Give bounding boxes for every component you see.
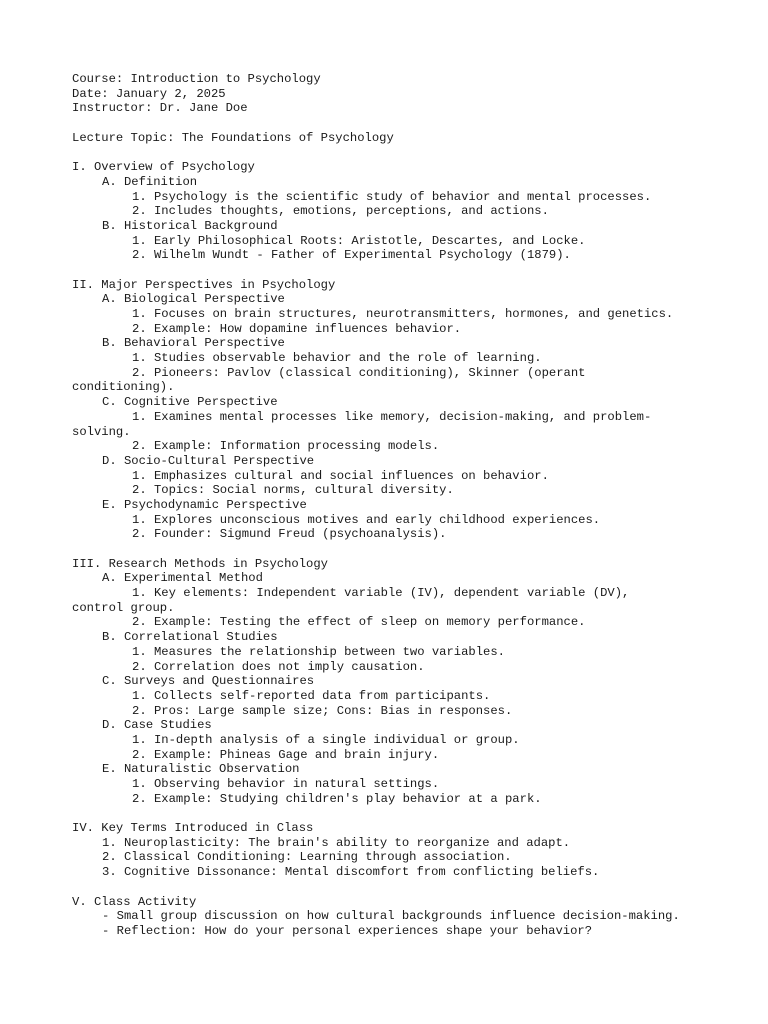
list-item: 1. Collects self-reported data from participants.: [132, 688, 491, 703]
section-heading: V. Class Activity: [72, 894, 197, 909]
lecture-notes-document: [72, 72, 702, 939]
spacer: [72, 145, 702, 160]
subsection-heading: A. Definition: [102, 174, 198, 189]
subsection-heading: B. Correlational Studies: [102, 630, 278, 645]
list-item: 2. Founder: Sigmund Freud (psychoanalysis).: [132, 527, 447, 542]
spacer: [72, 542, 702, 557]
spacer: [72, 116, 702, 131]
list-item: 2. Pros: Large sample size; Cons: Bias in responses.: [132, 703, 513, 718]
list-item: 2. Example: How dopamine influences behavior.: [132, 321, 462, 336]
list-item-continuation: solving.: [72, 424, 131, 439]
list-item: 2. Example: Information processing models.: [132, 439, 440, 454]
list-item-continuation: conditioning).: [72, 380, 175, 395]
section-heading: II. Major Perspectives in Psychology: [72, 277, 336, 292]
subsection-heading: D. Case Studies: [102, 718, 212, 733]
spacer: [72, 880, 702, 895]
section-heading: IV. Key Terms Introduced in Class: [72, 821, 314, 836]
section-heading: I. Overview of Psychology: [72, 160, 255, 175]
subsection-heading: A. Experimental Method: [102, 571, 263, 586]
list-item: 2. Wilhelm Wundt - Father of Experimental Psychology (1879).: [132, 248, 571, 263]
list-item: 1. Explores unconscious motives and early childhood experiences.: [132, 512, 601, 527]
subsection-heading: C. Cognitive Perspective: [102, 395, 278, 410]
activity-item: - Reflection: How do your personal experiences shape your behavior?: [102, 923, 593, 938]
subsection-heading: E. Psychodynamic Perspective: [102, 497, 307, 512]
date-line: Date: January 2, 2025: [72, 86, 226, 101]
list-item: 1. Examines mental processes like memory, decision-making, and problem-: [132, 409, 652, 424]
list-item: 1. Psychology is the scientific study of behavior and mental processes.: [132, 189, 652, 204]
list-item: 1. Key elements: Independent variable (IV), dependent variable (DV),: [132, 586, 630, 601]
list-item: 1. Observing behavior in natural settings.: [132, 777, 440, 791]
list-item: 1. Early Philosophical Roots: Aristotle, Descartes, and Locke.: [132, 233, 586, 248]
list-item: 2. Correlation does not imply causation.: [132, 659, 425, 674]
subsection-heading: B. Historical Background: [102, 218, 278, 233]
subsection-heading: B. Behavioral Perspective: [102, 336, 285, 351]
instructor-line: Instructor: Dr. Jane Doe: [72, 101, 248, 116]
list-item-continuation: control group.: [72, 600, 175, 615]
section-heading: III. Research Methods in Psychology: [72, 556, 328, 571]
spacer: [72, 263, 702, 278]
list-item: 1. Emphasizes cultural and social influences on behavior.: [132, 468, 549, 483]
subsection-heading: A. Biological Perspective: [102, 292, 285, 307]
list-item: 1. Measures the relationship between two variables.: [132, 644, 505, 659]
list-item: 1. Studies observable behavior and the role of learning.: [132, 351, 542, 366]
subsection-heading: E. Naturalistic Observation: [102, 762, 300, 777]
list-item: 2. Topics: Social norms, cultural diversity.: [132, 483, 454, 498]
list-item: 2. Example: Testing the effect of sleep on memory performance.: [132, 615, 586, 630]
list-item: 2. Example: Phineas Gage and brain injury.: [132, 747, 440, 762]
list-item: 1. In-depth analysis of a single individual or group.: [132, 732, 520, 747]
list-item: 2. Includes thoughts, emotions, perceptions, and actions.: [132, 204, 549, 219]
lecture-topic: Lecture Topic: The Foundations of Psychology: [72, 130, 394, 145]
subsection-heading: D. Socio-Cultural Perspective: [102, 453, 315, 468]
key-term-item: 3. Cognitive Dissonance: Mental discomfort from conflicting beliefs.: [102, 865, 600, 880]
course-line: Course: Introduction to Psychology: [72, 72, 321, 86]
activity-item: - Small group discussion on how cultural backgrounds influence decision-making.: [102, 909, 680, 924]
subsection-heading: C. Surveys and Questionnaires: [102, 674, 315, 689]
list-item: 2. Example: Studying children's play behavior at a park.: [132, 791, 542, 806]
key-term-item: 2. Classical Conditioning: Learning through association.: [102, 850, 512, 865]
list-item: 2. Pioneers: Pavlov (classical conditioning), Skinner (operant: [132, 365, 586, 380]
list-item: 1. Focuses on brain structures, neurotransmitters, hormones, and genetics.: [132, 307, 674, 321]
key-term-item: 1. Neuroplasticity: The brain's ability to reorganize and adapt.: [102, 835, 571, 850]
spacer: [72, 806, 702, 821]
